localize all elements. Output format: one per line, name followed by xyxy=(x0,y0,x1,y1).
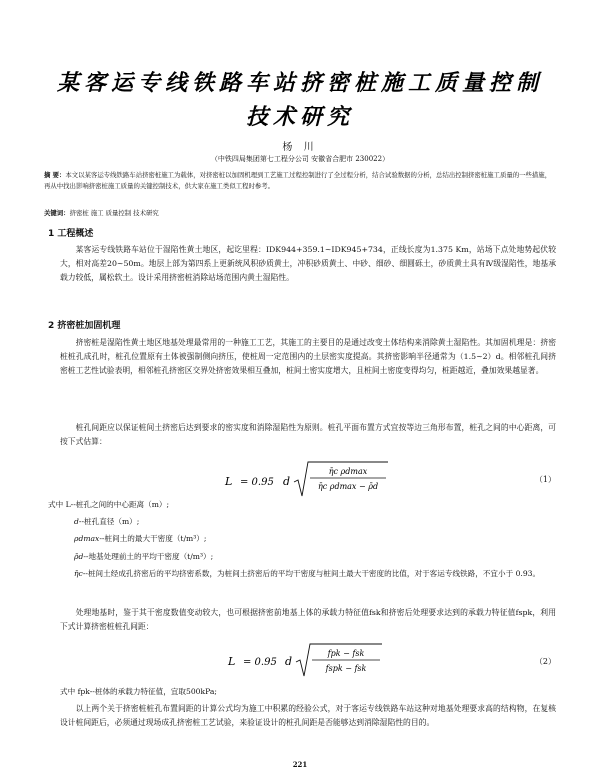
keywords-text: 挤密桩 施工 质量控制 技术研究 xyxy=(69,209,159,217)
eq1-denominator: η̄c ρdmax − ρ̄d xyxy=(317,482,379,491)
section-2-paragraph-1: 挤密桩是湿陷性黄土地区地基处理最常用的一种施工工艺，其施工的主要目的是通过改变土体结构来消除黄土湿陷性。其加固机理是：挤密桩桩孔成孔时，桩孔位置原有土体被强制侧向挤压，使桩周一定范围内的土层密实度提高。其挤密影响半径通常为（1.5~2）d。相邻桩孔间挤密桩工艺性试验表明，相邻桩孔挤密区交界处挤密效果相互叠加，桩间土密实度增大，且桩间土密度变得均匀，桩距越近，叠加效果越显著。 xyxy=(60,338,556,375)
abstract xyxy=(44,170,556,192)
equation-2-graphic xyxy=(0,640,600,682)
author-affiliation: （中铁四局集团第七工程分公司 安徽省合肥市 230022） xyxy=(210,155,390,163)
section-1-paragraph: 某客运专线铁路车站位于湿陷性黄土地区，起讫里程：IDK944+359.1~IDK945+734，正线长度为1.375 Km，站场下点处地势起伏较大，相对高差20~50m。地层上部为第四系上更新统风积砂质黄土，冲积砂质黄土、中砂、细砂、细圆砾土，砂质黄土具有Ⅳ级湿陷性，地基承载力较低，属松软土。设计采用挤密桩消除站场范围内黄土湿陷性。 xyxy=(60,245,556,282)
section-heading-1: 1 工程概述 xyxy=(48,229,94,239)
eq1-numerator: η̄c ρdmax xyxy=(328,467,368,476)
eq2-var: d xyxy=(285,655,293,668)
author-name: 杨 川 xyxy=(282,142,318,153)
def-line-d: d--桩孔直径（m）; xyxy=(74,517,140,526)
page-number: 221 xyxy=(292,760,308,769)
eq1-lhs: L xyxy=(225,475,233,488)
closing-paragraph: 以上两个关于挤密桩桩孔布置间距的计算公式均为施工中积累的经验公式，对于客运专线铁路车站这种对地基处理要求高的结构物，在复核设计桩间距后，必须通过现场成孔挤密桩工艺试验，来验证设计的桩孔间距是否能够达到消除湿陷性的目的。 xyxy=(60,704,556,727)
eq2-denominator: fspk − fsk xyxy=(325,664,367,673)
def-line-eta-c: η̄c--桩间土经成孔挤密后的平均挤密系数，为桩间土挤密后的平均干密度与桩间土最大干密度的比值，对于客运专线铁路，不宜小于 0.93。 xyxy=(74,569,541,578)
def-line-L: 式中 L--桩孔之间的中心距离（m）; xyxy=(48,500,170,509)
eq2-coef: = 0.95 xyxy=(243,657,277,668)
equation-2-number: （2） xyxy=(534,657,556,666)
section-2-paragraph-2: 桩孔间距应以保证桩间土挤密后达到要求的密实度和消除湿陷性为原则。桩孔平面布置方式宜按等边三角形布置，桩孔之间的中心距离，可按下式估算： xyxy=(60,423,556,446)
eq2-numerator: fpk − fsk xyxy=(327,649,365,658)
abstract-text: 本文以某客运专线铁路车站挤密桩施工为载体，对挤密桩以加固机理到工艺施工过程控制进行了全过程分析，结合试验数据的分析，总结出控制挤密桩施工质量的一些措施，再从中找出影响挤密桩施工质量的关键控制技术，供大家在施工类似工程时参考。 xyxy=(44,171,552,190)
paragraph-before-eq2: 处理地基时，鉴于其干密度数值变动较大，也可根据挤密前地基上体的承载力特征值fsk和挤密后处理要求达到的承载力特征值fspk，利用下式计算挤密桩桩孔间距： xyxy=(60,608,556,631)
def-line-fpk: 式中 fpk--桩体的承载力特征值，宜取500kPa; xyxy=(60,687,217,696)
equation-2 xyxy=(0,640,600,682)
def-line-rho-dmax: ρdmax--桩间土的最大干密度（t/m³）; xyxy=(74,534,207,543)
eq2-lhs: L xyxy=(228,655,236,668)
eq1-var: d xyxy=(283,475,291,488)
paper-title-line1: 某客运专线铁路车站挤密桩施工质量控制 xyxy=(56,70,543,96)
equation-1-number: （1） xyxy=(534,475,556,484)
keywords-label: 关键词： xyxy=(44,209,70,217)
eq1-coef: = 0.95 xyxy=(240,477,274,488)
section-heading-2: 2 挤密桩加固机理 xyxy=(48,321,121,331)
paper-title-line2: 技术研究 xyxy=(245,104,354,130)
keywords xyxy=(44,208,556,217)
def-line-rho-d: ρ̄d--地基处理前土的平均干密度（t/m³）; xyxy=(74,552,214,561)
abstract-label: 摘 要： xyxy=(44,171,66,179)
